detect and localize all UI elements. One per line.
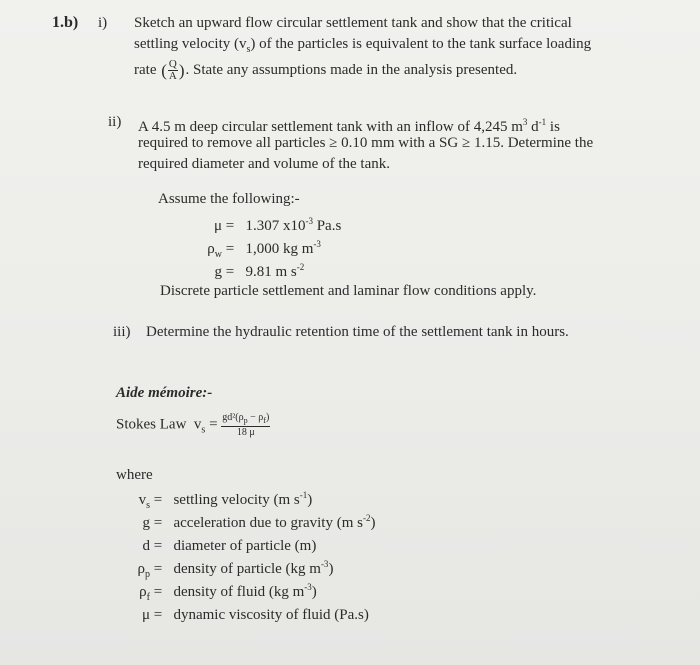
part-i-line2: settling velocity $(v_s)$ of the particles is equivalent to the tank surface loading — [134, 36, 592, 55]
aide-memoire-heading: Aide mémoire:- — [116, 385, 213, 401]
part-iii-label: iii) — [113, 324, 131, 340]
question-number: 1.b) — [52, 14, 79, 31]
stokes-fraction: $\frac{gd^2(\rho_p - \rho_f)}{18 \mu}$ — [222, 412, 270, 438]
part-iii-text: Determine the hydraulic retention time of the settlement tank in hours. — [146, 324, 569, 340]
q-over-a-fraction: $\frac{Q}{A}$ — [168, 58, 177, 82]
stokes-law-equation: Stokes Law $v_s$ = $\frac{gd^2(\rho_p - \rho_f)}{18 \mu}$ — [116, 412, 270, 438]
where-item: $\rho_f$ = density of fluid (kg $m^{-3}$) — [139, 582, 317, 603]
where-item: $\rho_p$ = density of particle (kg $m^{-3}$) — [137, 559, 334, 580]
assumptions-footer: Discrete particle settlement and laminar flow conditions apply. — [160, 283, 537, 299]
where-item: μ = dynamic viscosity of fluid (Pa.s) — [141, 607, 369, 623]
part-ii-label: ii) — [108, 114, 122, 130]
where-item: d = diameter of particle (m) — [142, 538, 317, 554]
where-item: $v_s$ = settling velocity (m $s^{-1}$) — [138, 490, 313, 511]
part-i-label: i) — [98, 15, 108, 31]
part-ii-line3: required diameter and volume of the tank. — [138, 156, 390, 172]
assumptions-heading: Assume the following:- — [158, 191, 300, 207]
where-heading: where — [116, 467, 153, 483]
part-i-line3: rate ( $\frac{Q}{A}$ ). State any assumptions made in the analysis presented. — [134, 58, 518, 82]
part-ii-line2: required to remove all particles ≥ 0.10 mm with a SG ≥ 1.15. Determine the — [138, 135, 594, 151]
part-i-line1: Sketch an upward flow circular settlement tank and show that the critical — [134, 15, 572, 31]
assumption-water-density: $\rho_w$ = 1,000 kg $m^{-3}$ — [207, 239, 321, 260]
assumption-viscosity: μ = 1.307 $x10^{-3}$ Pa.s — [213, 216, 342, 234]
assumption-gravity: g = 9.81 m $s^{-2}$ — [214, 262, 305, 280]
part-ii-line1: A 4.5 m deep circular settlement tank with an inflow of 4,245 $m^3$ $d^{-1}$ is — [138, 117, 560, 135]
where-item: g = acceleration due to gravity (m $s^{-2}$) — [142, 513, 376, 531]
